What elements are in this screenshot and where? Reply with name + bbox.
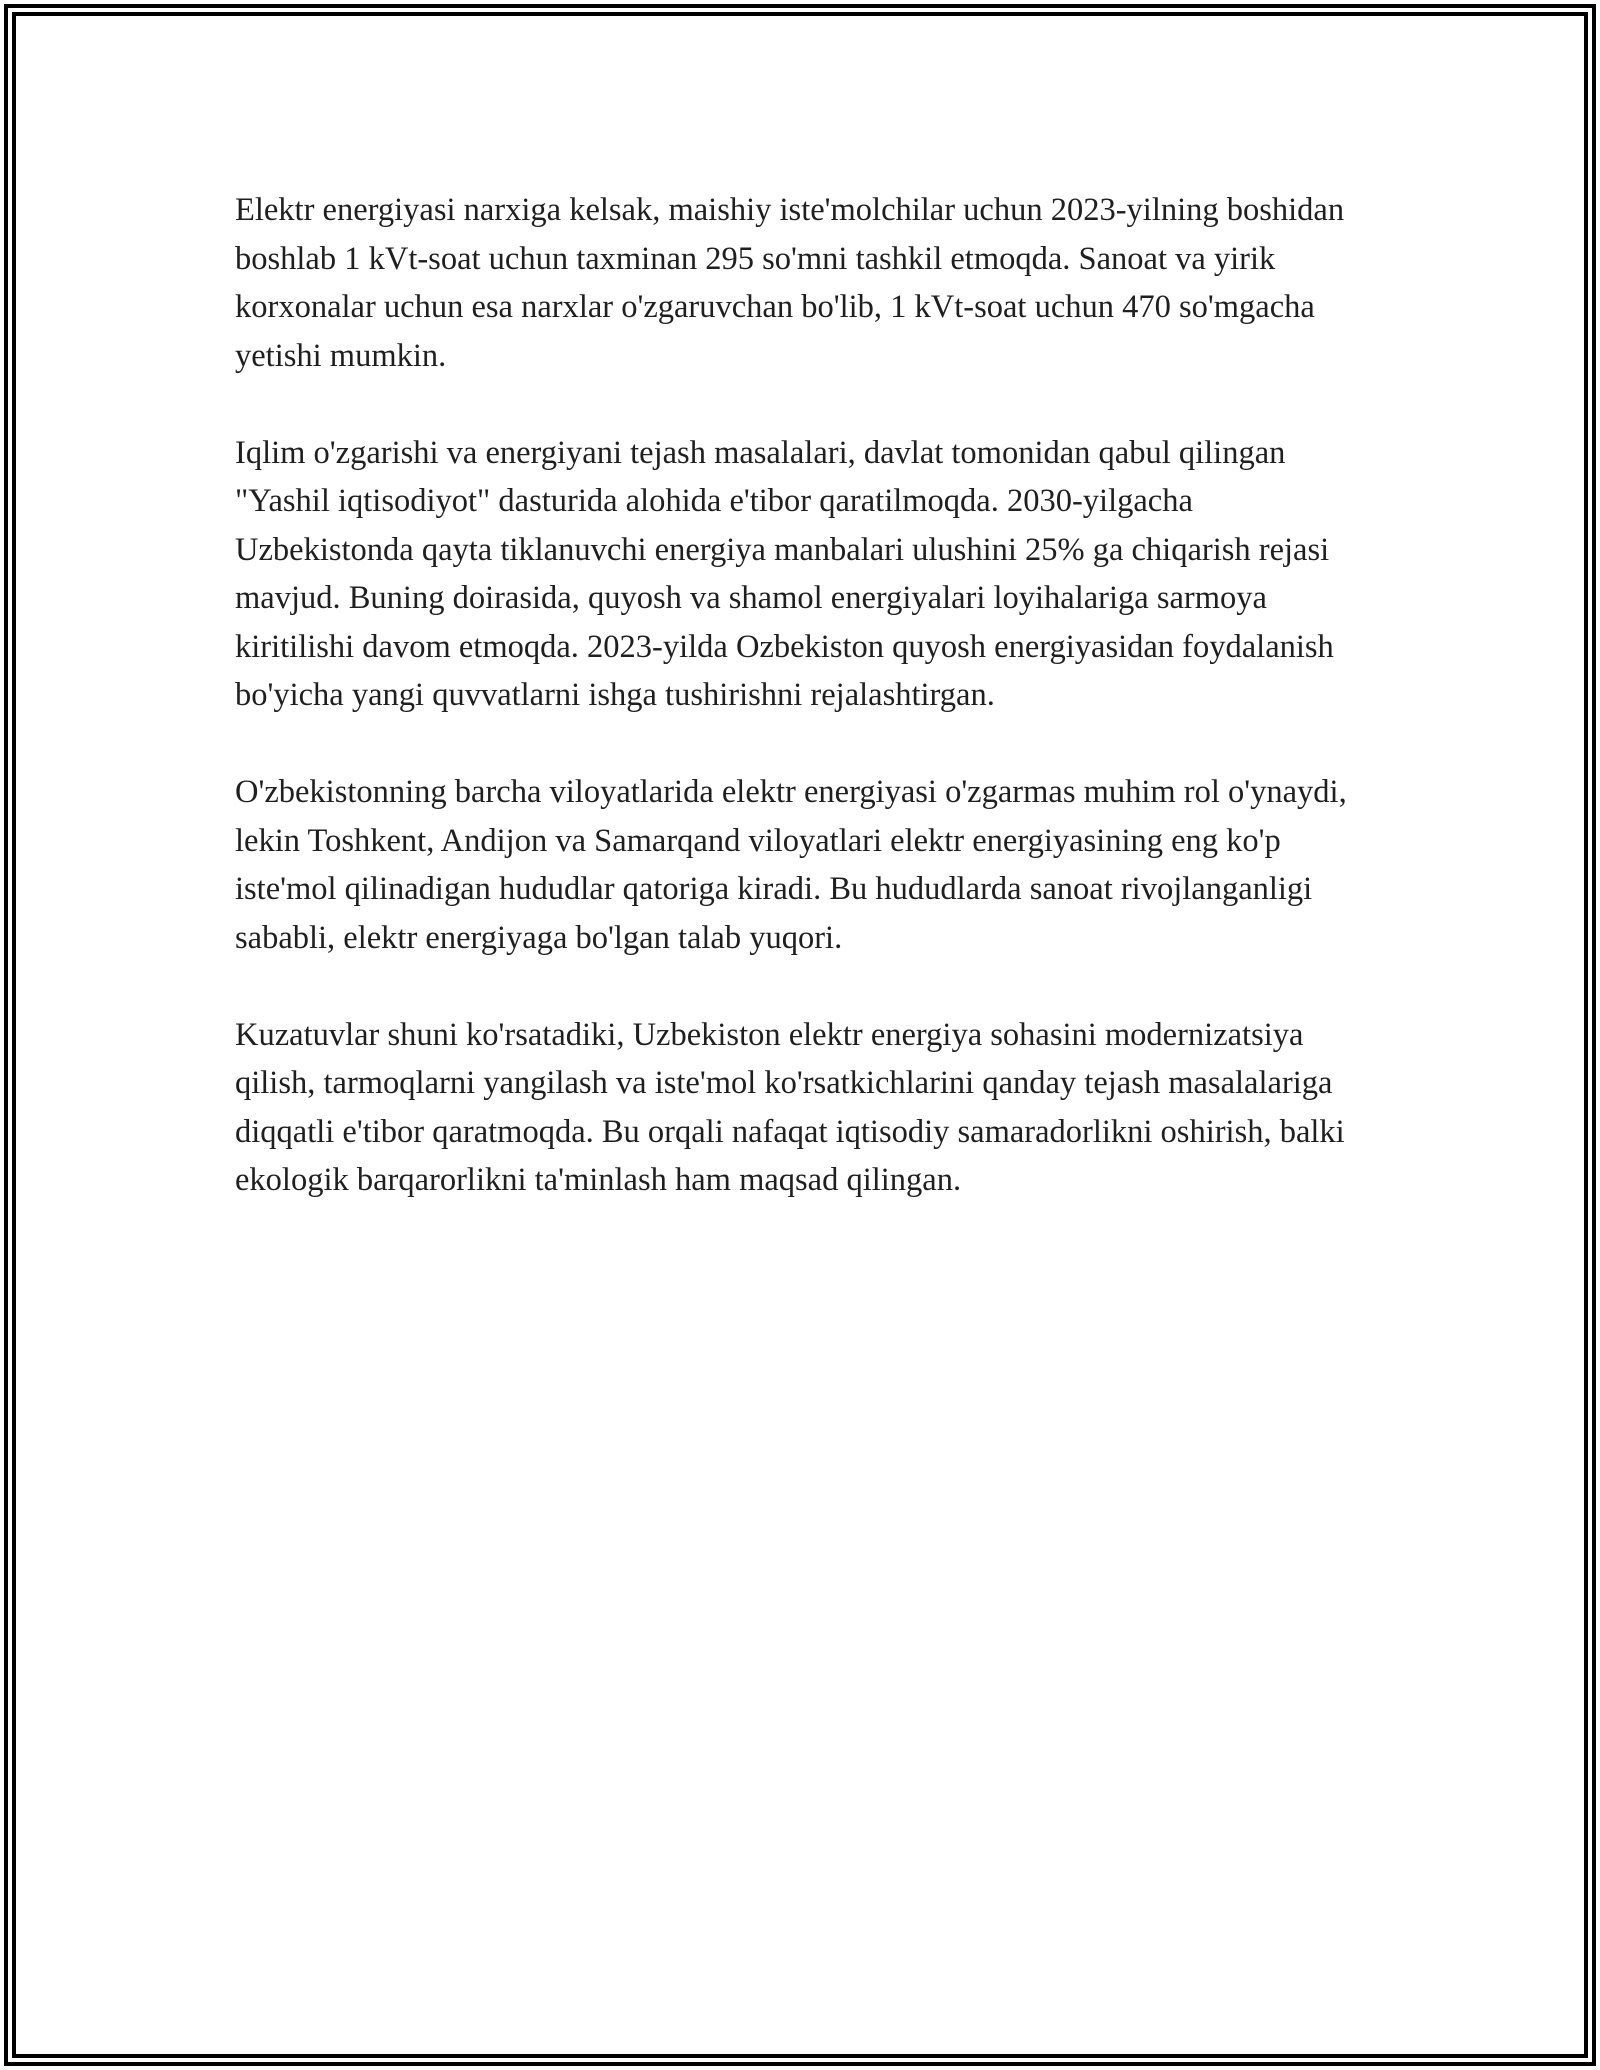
paragraph-green-economy: Iqlim o'zgarishi va energiyani tejash masalalari, davlat tomonidan qabul qilingan "Yashil iqtisodiyot" dasturida alohida e'tibor qaratilmoqda. 2030-yilgacha Uzbekistonda qayta tiklanuvchi energiya manbalari ulushini 25% ga chiqarish rejasi mavjud. Buning doirasida, quyosh va shamol energiyalari loyihalariga sarmoya kiritilishi davom etmoqda. 2023-yilda Ozbekiston quyosh energiyasidan foydalanish bo'yicha yangi quvvatlarni ishga tushirishni rejalashtirgan.	[235, 434, 1334, 713]
paragraph-electricity-prices: Elektr energiyasi narxiga kelsak, maishiy iste'molchilar uchun 2023-yilning boshidan boshlab 1 kVt-soat uchun taxminan 295 so'mni tashkil etmoqda. Sanoat va yirik korxonalar uchun esa narxlar o'zgaruvchan bo'lib, 1 kVt-soat uchun 470 so'mgacha yetishi mumkin.	[235, 192, 1345, 374]
document-body	[235, 186, 1370, 1253]
paragraph-regional-consumption: O'zbekistonning barcha viloyatlarida elektr energiyasi o'zgarmas muhim rol o'ynaydi, lekin Toshkent, Andijon va Samarqand viloyatlari elektr energiyasining eng ko'p iste'mol qilinadigan hududlar qatoriga kiradi. Bu hududlarda sanoat rivojlanganligi sababli, elektr energiyaga bo'lgan talab yuqori.	[235, 774, 1347, 956]
paragraph-modernization: Kuzatuvlar shuni ko'rsatadiki, Uzbekiston elektr energiya sohasini modernizatsiya qilish, tarmoqlarni yangilash va iste'mol ko'rsatkichlarini qanday tejash masalalariga diqqatli e'tibor qaratmoqda. Bu orqali nafaqat iqtisodiy samaradorlikni oshirish, balki ekologik barqarorlikni ta'minlash ham maqsad qilingan.	[235, 1016, 1345, 1198]
